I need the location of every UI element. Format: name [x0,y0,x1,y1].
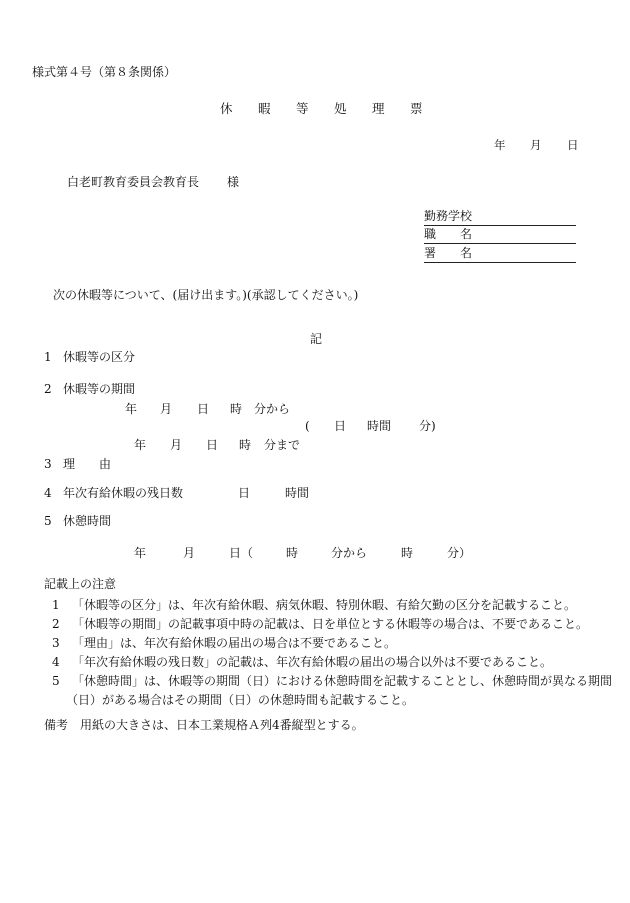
signature-school-label: 勤務学校 [424,209,473,223]
note-5-continuation: （日）がある場合はその期間（日）の休憩時間も記載すること。 [66,693,415,707]
signature-position-label: 職 名 [424,227,473,241]
note-number: 5 [52,674,60,688]
note-item [52,637,396,649]
period-from-year: 年 [125,402,138,416]
period-from-month: 月 [160,402,173,416]
date-day-label: 日 [567,138,579,152]
period-to-hour: 時 [239,438,252,452]
note-number: 4 [52,655,60,669]
date-year-label: 年 [494,138,506,152]
rest-day: 日（ [229,546,254,560]
remaining-day-unit: 日 [238,486,251,500]
note-item [52,599,576,611]
title-char: 理 [372,101,385,116]
ki-heading: 記 [310,332,323,346]
item-leave-period [44,383,135,395]
item-reason [44,458,111,470]
rest-month: 月 [183,546,196,560]
note-number: 1 [52,598,60,612]
signature-name-field[interactable] [424,247,576,263]
item-leave-type [44,351,135,363]
item-label: 休憩時間 [63,514,112,528]
note-item [52,618,588,630]
period-from-day: 日 [197,402,210,416]
title-char: 暇 [258,101,271,116]
remark: 備考 用紙の大きさは、日本工業規格Ａ列4番縦型とする。 [44,718,364,732]
period-to-day: 日 [206,438,219,452]
rest-minute-end: 分） [447,546,472,560]
title-char: 処 [334,101,347,116]
signature-school-field[interactable] [424,210,576,226]
title-char: 等 [296,101,309,116]
title-char: 休 [220,101,233,116]
addressee-honorific: 様 [227,175,240,189]
period-from-row [125,403,290,415]
rest-hour-start: 時 [286,546,299,560]
item-label: 休暇等の区分 [63,350,136,364]
period-total-open: ( [305,419,310,433]
period-from-hour: 時 [230,402,243,416]
title-char: 票 [410,101,423,116]
period-to-minute: 分まで [264,438,301,452]
item-number: 1 [44,350,52,364]
period-total-hour: 時間 [367,419,392,433]
notes-title: 記載上の注意 [44,577,117,591]
rest-hour-end: 時 [401,546,414,560]
signature-position-field[interactable] [424,228,576,244]
item-number: 2 [44,382,52,396]
note-text: 「休暇等の区分」は、年次有給休暇、病気休暇、特別休暇、有給欠勤の区分を記載すること。 [72,598,577,612]
intro-text: 次の休暇等について、(届け出ます。)(承認してください。) [53,288,359,302]
date-month-label: 月 [530,138,542,152]
period-to-year: 年 [134,438,147,452]
item-number: 4 [44,486,52,500]
item-number: 3 [44,457,52,471]
period-from-minute: 分から [254,402,291,416]
period-to-month: 月 [170,438,183,452]
note-number: 2 [52,617,60,631]
rest-year: 年 [134,546,147,560]
period-total-row [305,420,436,432]
form-title [220,103,448,116]
note-text: 「休暇等の期間」の記載事項中時の記載は、日を単位とする休暇等の場合は、不要であること。 [72,617,589,631]
note-text: 「年次有給休暇の残日数」の記載は、年次有給休暇の届出の場合以外は不要であること。 [72,655,553,669]
addressee-name: 白老町教育委員会教育長 [67,175,200,189]
note-text: 「休憩時間」は、休暇等の期間（日）における休憩時間を記載することとし、休憩時間が異なる期間 [72,674,613,688]
item-label: 休暇等の期間 [63,382,136,396]
remaining-hour-unit: 時間 [285,486,310,500]
form-number: 様式第４号（第８条関係） [32,65,177,79]
note-text: 「理由」は、年次有給休暇の届出の場合は不要であること。 [72,636,397,650]
item-remaining-days [44,487,309,499]
date-header [494,140,579,152]
note-number: 3 [52,636,60,650]
note-item [52,675,612,687]
signature-name-label: 署 名 [424,246,473,260]
period-total-day: 日 [334,419,347,433]
addressee [67,176,239,188]
item-label: 年次有給休暇の残日数 [63,486,184,500]
item-rest-time [44,515,111,527]
period-total-minute: 分) [419,419,436,433]
period-to-row [134,439,300,451]
note-item [52,656,552,668]
rest-minute-start: 分から [331,546,368,560]
item-label: 理 由 [63,457,112,471]
rest-time-row [134,547,471,559]
item-number: 5 [44,514,52,528]
